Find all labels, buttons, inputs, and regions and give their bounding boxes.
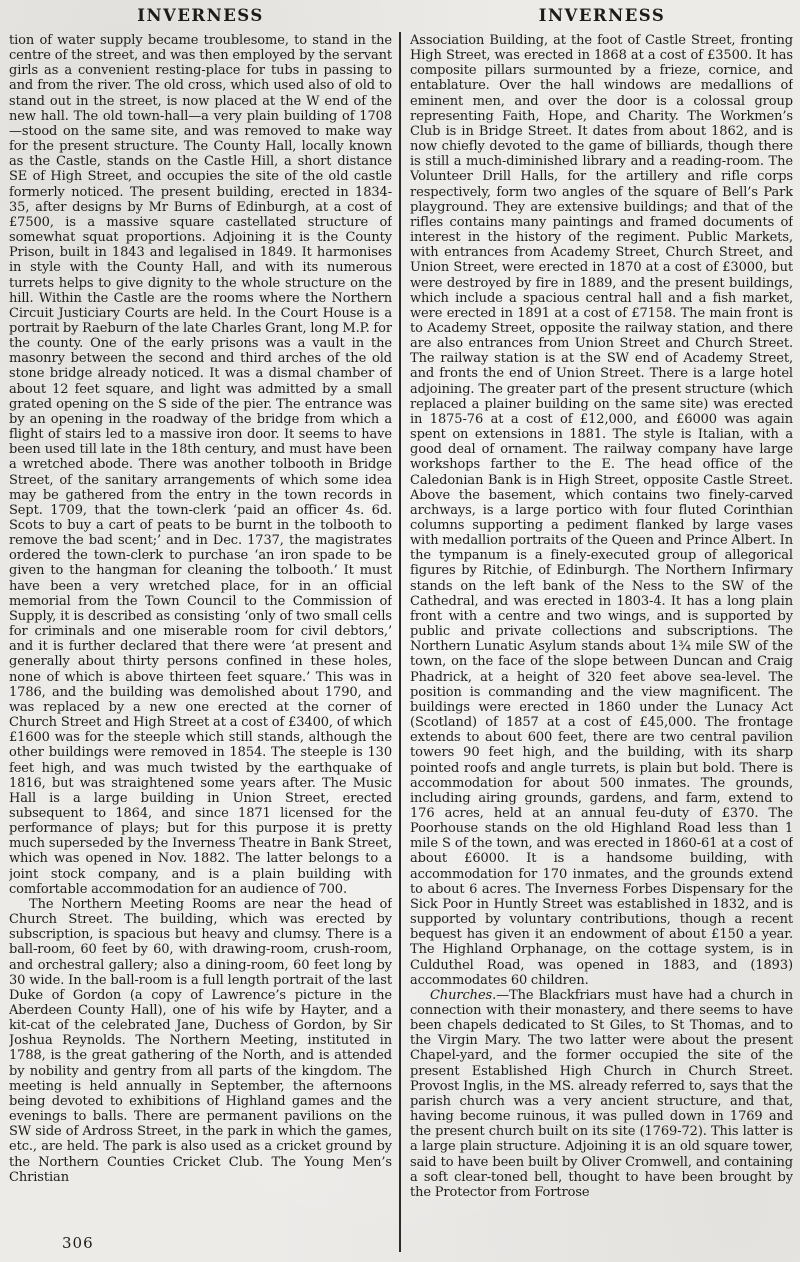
paragraph: The Northern Meeting Rooms are near the head of Church Street. The building, which was erected by subscription, is spacious but heavy and clumsy. There is a ball-room, 60 feet by 60, with drawing-room, crush-room, and orchestral gallery; also a dining-room, 60 feet long by 30 wide. In the ball-room is a full length portrait of the last Duke of Gordon (a copy of Lawrence’s picture in the Aberdeen County Hall), one of his wife by Hayter, and a kit-cat of the celebrated Jane, Duchess of Gordon, by Sir Joshua Reynolds. The Northern Meeting, instituted in 1788, is the great gathering of the North, and is attended by nobility and gentry from all parts of the kingdom. The meeting is held annually in September, the afternoons being devoted to exhibitions of Highland games and the evenings to balls. There are permanent pavilions on the SW side of Ardross Street, in the park in which the games, etc., are held. The park is also used as a cricket ground by the Northern Counties Cricket Club. The Young Men’s Christian [9, 896, 392, 1185]
text-column-left [9, 33, 392, 1245]
paragraph: tion of water supply became troublesome, to stand in the centre of the street, and was then employed by the servant girls as a convenient resting-place for tubs in passing to and from the river. The old cross, which used also of old to stand out in the street, is now placed at the W end of the new hall. The old town-hall—a very plain building of 1708—stood on the same site, and was removed to make way for the present structure. The County Hall, locally known as the Castle, stands on the Castle Hill, a short distance SE of High Street, and occupies the site of the old castle formerly noticed. The present building, erected in 1834-35, after designs by Mr Burns of Edinburgh, at a cost of £7500, is a massive square castellated structure of somewhat squat proportions. Adjoining it is the County Prison, built in 1843 and legalised in 1849. It harmonises in style with the County Hall, and with its numerous turrets helps to give dignity to the whole structure on the hill. Within the Castle are the rooms where the Northern Circuit Justiciary Courts are held. In the Court House is a portrait by Raeburn of the late Charles Grant, long M.P. for the county. One of the early prisons was a vault in the masonry between the second and third arches of the old stone bridge already noticed. It was a dismal chamber of about 12 feet square, and light was admitted by a small grated opening on the S side of the pier. The entrance was by an opening in the roadway of the bridge from which a flight of stairs led to a massive iron door. It seems to have been used till late in the 18th century, and must have been a wretched abode. There was another tolbooth in Bridge Street, of the sanitary arrangements of which some idea may be gathered from the entry in the town records in Sept. 1709, that the town-clerk ‘paid an officer 4s. 6d. Scots to buy a cart of peats to be burnt in the tolbooth to remove the bad scent;’ and in Dec. 1737, the magistrates ordered the town-clerk to purchase ‘an iron spade to be given to the hangman for cleaning the tolbooth.’ It must have been a very wretched place, for in an official memorial from the Town Council to the Commission of Supply, it is described as consisting ‘only of two small cells for criminals and one miserable room for civil debtors,’ and it is further declared that there were ‘at present and generally about thirty persons confined in these holes, none of which is above thirteen feet square.’ This was in 1786, and the building was demolished about 1790, and was replaced by a new one erected at the corner of Church Street and High Street at a cost of £3400, of which £1600 was for the steeple which still stands, although the other buildings were removed in 1854. The steeple is 130 feet high, and was much twisted by the earthquake of 1816, but was straightened some years after. The Music Hall is a large building in Union Street, erected subsequent to 1864, and since 1871 licensed for the performance of plays; but for this purpose it is pretty much superseded by the Inverness Theatre in Bank Street, which was opened in Nov. 1882. The latter belongs to a joint stock company, and is a plain building with comfortable accommodation for an audience of 700. [9, 33, 392, 897]
running-head-left: INVERNESS [137, 6, 264, 25]
column-divider-rule [399, 32, 401, 1252]
italic-section-lead: Churches. [430, 987, 497, 1003]
paragraph: Association Building, at the foot of Castle Street, fronting High Street, was erected in 1868 at a cost of £3500. It has composite pillars surmounted by a frieze, cornice, and entablature. Over the hall windows are medallions of eminent men, and over the door is a colossal group representing Faith, Hope, and Charity. The Workmen’s Club is in Bridge Street. It dates from about 1862, and is now chiefly devoted to the game of billiards, though there is still a much-diminished library and a reading-room. The Volunteer Drill Halls, for the artillery and rifle corps respectively, form two angles of the square of Bell’s Park playground. They are extensive buildings; and that of the rifles contains many paintings and framed documents of interest in the history of the regiment. Public Markets, with entrances from Academy Street, Church Street, and Union Street, were erected in 1870 at a cost of £3000, but were destroyed by fire in 1889, and the present buildings, which include a spacious central hall and a fish market, were erected in 1891 at a cost of £7158. The main front is to Academy Street, opposite the railway station, and there are also entrances from Union Street and Church Street. The railway station is at the SW end of Academy Street, and fronts the end of Union Street. There is a large hotel adjoining. The greater part of the present structure (which replaced a plainer building on the same site) was erected in 1875-76 at a cost of £12,000, and £6000 was again spent on extensions in 1881. The style is Italian, with a good deal of ornament. The railway company have large workshops farther to the E. The head office of the Caledonian Bank is in High Street, opposite Castle Street. Above the basement, which contains two finely-carved archways, is a large portico with four fluted Corinthian columns supporting a pediment flanked by large vases with medallion portraits of the Queen and Prince Albert. In the tympanum is a finely-executed group of allegorical figures by Ritchie, of Edinburgh. The Northern Infirmary stands on the left bank of the Ness to the SW of the Cathedral, and was erected in 1803-4. It has a long plain front with a centre and two wings, and is supported by public and private collections and subscriptions. The Northern Lunatic Asylum stands about 1¾ mile SW of the town, on the face of the slope between Duncan and Craig Phadrick, at a height of 320 feet above sea-level. The position is commanding and the view magnificent. The buildings were erected in 1860 under the Lunacy Act (Scotland) of 1857 at a cost of £45,000. The frontage extends to about 600 feet, there are two central pavilion towers 90 feet high, and the building, with its sharp pointed roofs and angle turrets, is plain but bold. There is accommodation for about 500 inmates. The grounds, including airing grounds, gardens, and farm, extend to 176 acres, held at an annual feu-duty of £370. The Poorhouse stands on the old Highland Road less than 1 mile S of the town, and was erected in 1860-61 at a cost of about £6000. It is a handsome building, with accommodation for 170 inmates, and the grounds extend to about 6 acres. The Inverness Forbes Dispensary for the Sick Poor in Huntly Street was established in 1832, and is supported by voluntary contributions, though a recent bequest has given it an endowment of about £150 a year. The Highland Orphanage, on the cottage system, is in Culduthel Road, was opened in 1883, and (1893) accommodates 60 children. [410, 33, 793, 988]
text-column-right [410, 33, 793, 1259]
running-head-right: INVERNESS [538, 6, 666, 25]
page-number: 306 [62, 1234, 94, 1252]
paragraph: Churches.—The Blackfriars must have had a church in connection with their monastery, and there seems to have been chapels dedicated to St Giles, to St Thomas, and to the Virgin Mary. The two latter were about the present Chapel-yard, and the former occupied the site of the present Established High Church in Church Street. Provost Inglis, in the MS. already referred to, says that the parish church was a very ancient structure, and that, having become ruinous, it was pulled down in 1769 and the present church built on its site (1769-72). This latter is a large plain structure. Adjoining it is an old square tower, said to have been built by Oliver Cromwell, and containing a soft clear-toned bell, thought to have been brought by the Protector from Fortrose [410, 987, 793, 1200]
